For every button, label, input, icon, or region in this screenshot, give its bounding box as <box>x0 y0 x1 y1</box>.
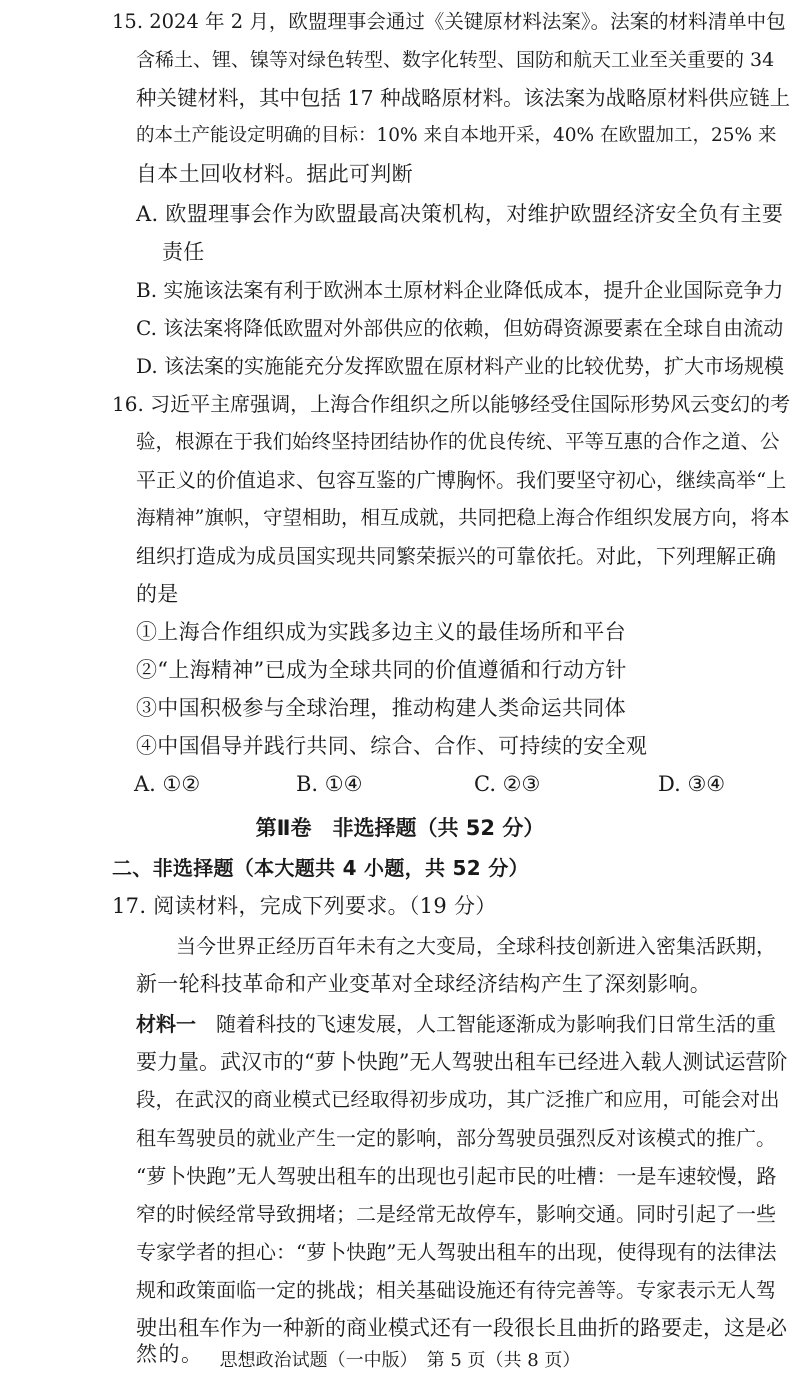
q15-option-b: B. 实施该法案有利于欧洲本土原材料企业降低成本，提升企业国际竞争力 <box>136 278 784 302</box>
q16-statement: ④中国倡导并践行共同、综合、合作、可持续的安全观 <box>136 734 648 758</box>
q16-line: 验，根源在于我们始终坚持团结协作的优良传统、平等互惠的合作之道、公 <box>136 430 780 453</box>
q15-option-d: D. 该法案的实施能充分发挥欧盟在原材料产业的比较优势，扩大市场规模 <box>136 354 785 378</box>
q16-choice-d: D. ③④ <box>658 772 726 796</box>
q17-material-line: 窄的时候经常导致拥堵；二是经常无故停车，影响交通。同时引起了一些 <box>136 1202 776 1226</box>
material-text: 随着科技的飞速发展，人工智能逐渐成为影响我们日常生活的重 <box>196 1012 776 1036</box>
q16-line: 16. 习近平主席强调，上海合作组织之所以能够经受住国际形势风云变幻的考 <box>112 392 791 416</box>
material-label: 材料一 <box>136 1012 196 1036</box>
q17-material-line: 段，在武汉的商业模式已经取得初步成功，其广泛推广和应用，可能会对出 <box>136 1088 780 1111</box>
q15-option-a: A. 欧盟理事会作为欧盟最高决策机构，对维护欧盟经济安全负有主要 <box>136 202 784 226</box>
q15-line: 含稀土、锂、镍等对绿色转型、数字化转型、国防和航天工业至关重要的 34 <box>136 49 775 71</box>
q16-choice-a: A. ①② <box>134 772 201 796</box>
q16-choices <box>0 744 800 796</box>
q16-line: 平正义的价值追求、包容互鉴的广博胸怀。我们要坚守初心，继续高举“上 <box>136 468 787 492</box>
q17-material-line: 然的。 <box>136 1342 204 1366</box>
q17-material-line: 规和政策面临一定的挑战；相关基础设施还有待完善等。专家表示无人驾 <box>136 1278 776 1302</box>
q16-line: 海精神”旗帜，守望相助，相互成就，共同把稳上海合作组织发展方向，将本 <box>136 506 790 529</box>
q17-material-line: 专家学者的担心：“萝卜快跑”无人驾驶出租车的出现，使得现有的法律法 <box>136 1240 777 1264</box>
q16-statement: ①上海合作组织成为实践多边主义的最佳场所和平台 <box>136 620 626 644</box>
q15-option-c: C. 该法案将降低欧盟对外部供应的依赖，但妨碍资源要素在全球自由流动 <box>136 316 784 340</box>
q17-intro: 当今世界正经历百年未有之大变局，全球科技创新进入密集活跃期， <box>176 934 776 958</box>
q17-material-line: 驶出租车作为一种新的商业模式还有一段很长且曲折的路要走，这是必 <box>136 1316 787 1340</box>
q16-statement: ②“上海精神”已成为全球共同的价值遵循和行动方针 <box>136 658 627 682</box>
q17-material-line: 租车驾驶员的就业产生一定的影响，部分驾驶员强烈反对该模式的推广。 <box>136 1126 776 1150</box>
q16-statement: ③中国积极参与全球治理，推动构建人类命运共同体 <box>136 696 626 720</box>
q15-line: 的本土产能设定明确的目标：10% 来自本地开采，40% 在欧盟加工，25% 来 <box>136 125 777 146</box>
part-2-heading: 二、非选择题（本大题共 4 小题，共 52 分） <box>112 856 529 880</box>
q17-material-line: “萝卜快跑”无人驾驶出租车的出现也引起市民的吐槽：一是车速较慢，路 <box>136 1164 777 1188</box>
q16-line: 组织打造成为成员国实现共同繁荣振兴的可靠依托。对此，下列理解正确 <box>136 544 776 568</box>
section-2-title: 第Ⅱ卷 非选择题（共 52 分） <box>255 816 545 840</box>
q16-line: 的是 <box>136 582 179 606</box>
q17-title: 17. 阅读材料，完成下列要求。（19 分） <box>112 894 497 918</box>
q17-intro: 新一轮科技革命和产业变革对全球经济结构产生了深刻影响。 <box>136 972 712 996</box>
q15-line: 种关键材料，其中包括 17 种战略原材料。该法案为战略原材料供应链上 <box>136 86 791 110</box>
q15-option-a-cont: 责任 <box>162 240 205 264</box>
page-footer: 思想政治试题（一中版） 第 5 页（共 8 页） <box>219 1350 581 1371</box>
q17-material-line <box>136 1006 776 1042</box>
q15-line: 自本土回收材料。据此可判断 <box>136 162 413 186</box>
q15-line: 15. 2024 年 2 月，欧盟理事会通过《关键原材料法案》。法案的材料清单中包 <box>112 10 786 33</box>
q17-material-line: 要力量。武汉市的“萝卜快跑”无人驾驶出租车已经进入载人测试运营阶 <box>136 1050 788 1074</box>
q16-choice-b: B. ①④ <box>296 772 363 796</box>
q16-choice-c: C. ②③ <box>474 772 541 796</box>
